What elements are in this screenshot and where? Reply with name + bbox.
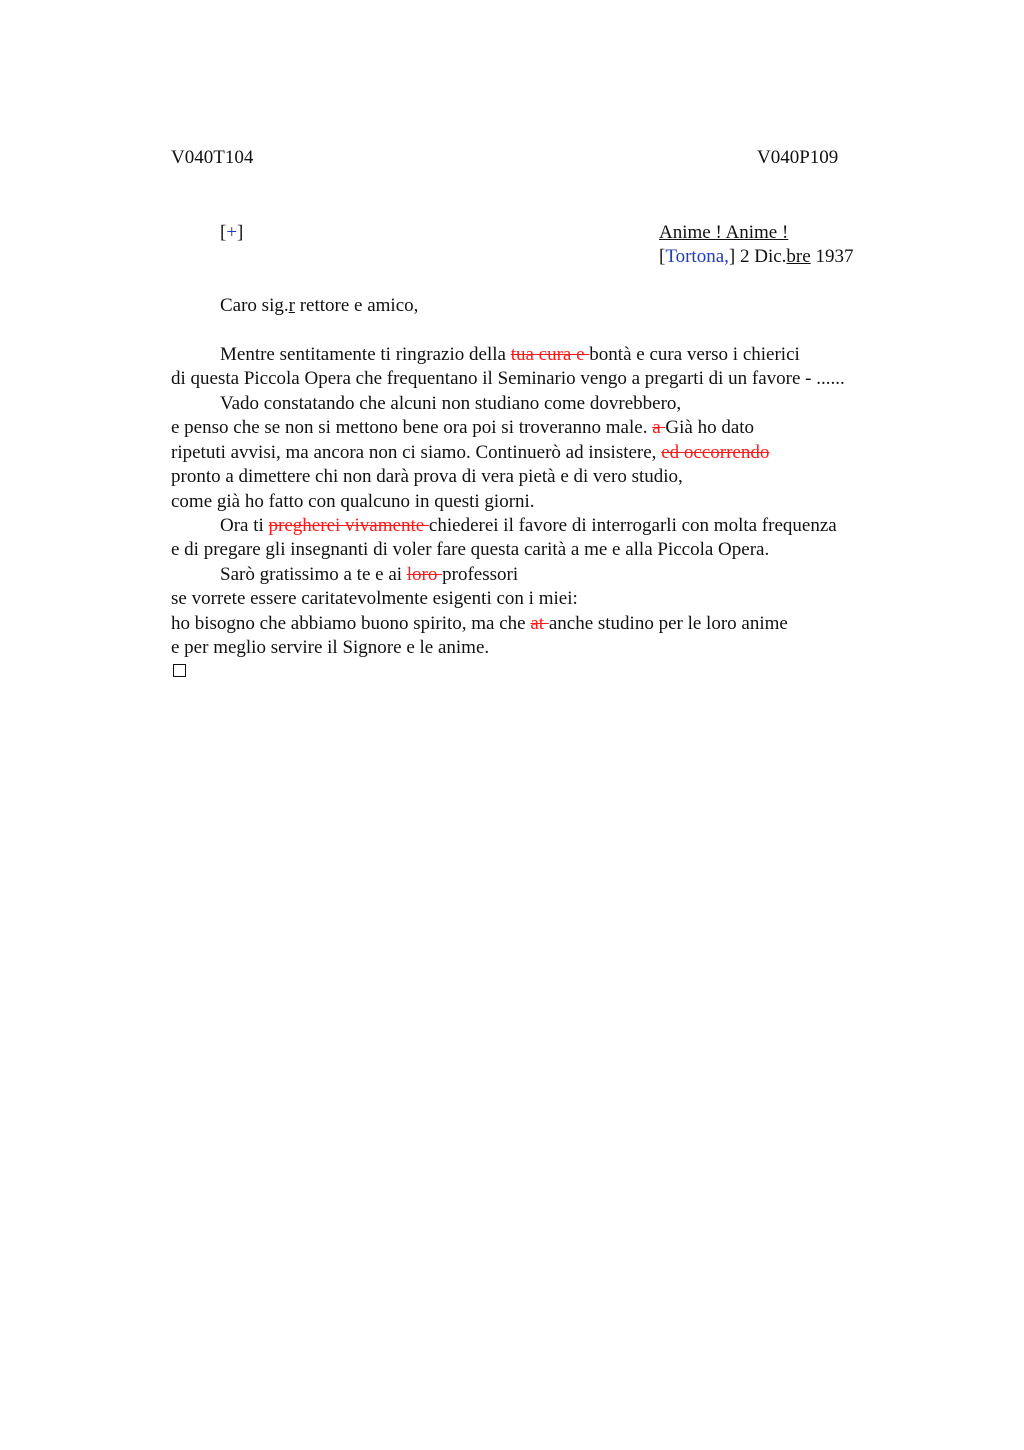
text-segment: Sarò gratissimo a te e ai [220,564,407,585]
plus-icon: + [226,222,238,243]
deleted-text: tua cura e [510,344,590,365]
body-line: di questa Piccola Opera che frequentano il Seminario vengo a pregarti di un favore - ...... [171,368,845,389]
body-line [171,441,769,466]
salutation-text-end: rettore e amico, [294,295,419,316]
date-day-month: 2 Dic. [735,246,787,267]
body-line: e per meglio servire il Signore e le anime. [171,637,490,658]
text-segment: e penso che se non si mettono bene ora poi si troveranno male. [171,417,653,438]
body-line: Vado constatando che alcuni non studiano come dovrebbero, [220,393,682,414]
deleted-text: ed occorrendo [661,442,770,463]
bracket-open: [ [220,222,227,243]
text-segment: bontà e cura verso i chierici [589,344,800,365]
text-segment: chiederei il favore di interrogarli con molta frequenza [428,515,837,536]
body-line: pronto a dimettere chi non darà prova di vera pietà e di vero studio, [171,466,683,487]
place-bracket-open: [ [659,246,666,267]
body-line: e di pregare gli insegnanti di voler fare questa carità a me e alla Piccola Opera. [171,539,770,560]
body-line: come già ho fatto con qualcuno in questi giorni. [171,491,535,512]
text-segment: anche studino per le loro anime [548,613,788,634]
bracket-close: ] [237,222,244,243]
text-segment: Già ho dato [665,417,755,438]
place-bracket-close: ] [728,246,736,267]
salutation-superscript: r [288,295,295,316]
text-segment: Ora ti [220,515,269,536]
text-segment: professori [442,564,519,585]
body-line [220,343,800,368]
end-square-icon [173,664,186,677]
text-segment: ho bisogno che abbiamo buono spirito, ma che [171,613,531,634]
deleted-text: a [652,417,666,438]
salutation [220,294,418,319]
letter-place-date [659,245,853,270]
deleted-text: at [530,613,549,634]
text-segment: Mentre sentitamente ti ringrazio della [220,344,511,365]
body-line [171,416,754,441]
date-year: 1937 [810,246,854,267]
deleted-text: pregherei vivamente [268,515,429,536]
place-name: Tortona, [665,246,729,267]
text-segment: ripetuti avvisi, ma ancora non ci siamo. Continuerò ad insistere, [171,442,662,463]
document-code-right: V040P109 [757,147,839,168]
document-code-left: V040T104 [171,147,254,168]
body-line: se vorrete essere caritatevolmente esigenti con i miei: [171,588,578,609]
date-month-suffix: bre [786,246,811,267]
body-line [171,612,788,637]
letter-motto: Anime ! Anime ! [659,222,789,243]
body-line [220,563,518,588]
deleted-text: loro [406,564,443,585]
salutation-text: Caro sig. [220,295,289,316]
editorial-note-marker[interactable] [220,221,243,246]
body-line [220,514,837,539]
